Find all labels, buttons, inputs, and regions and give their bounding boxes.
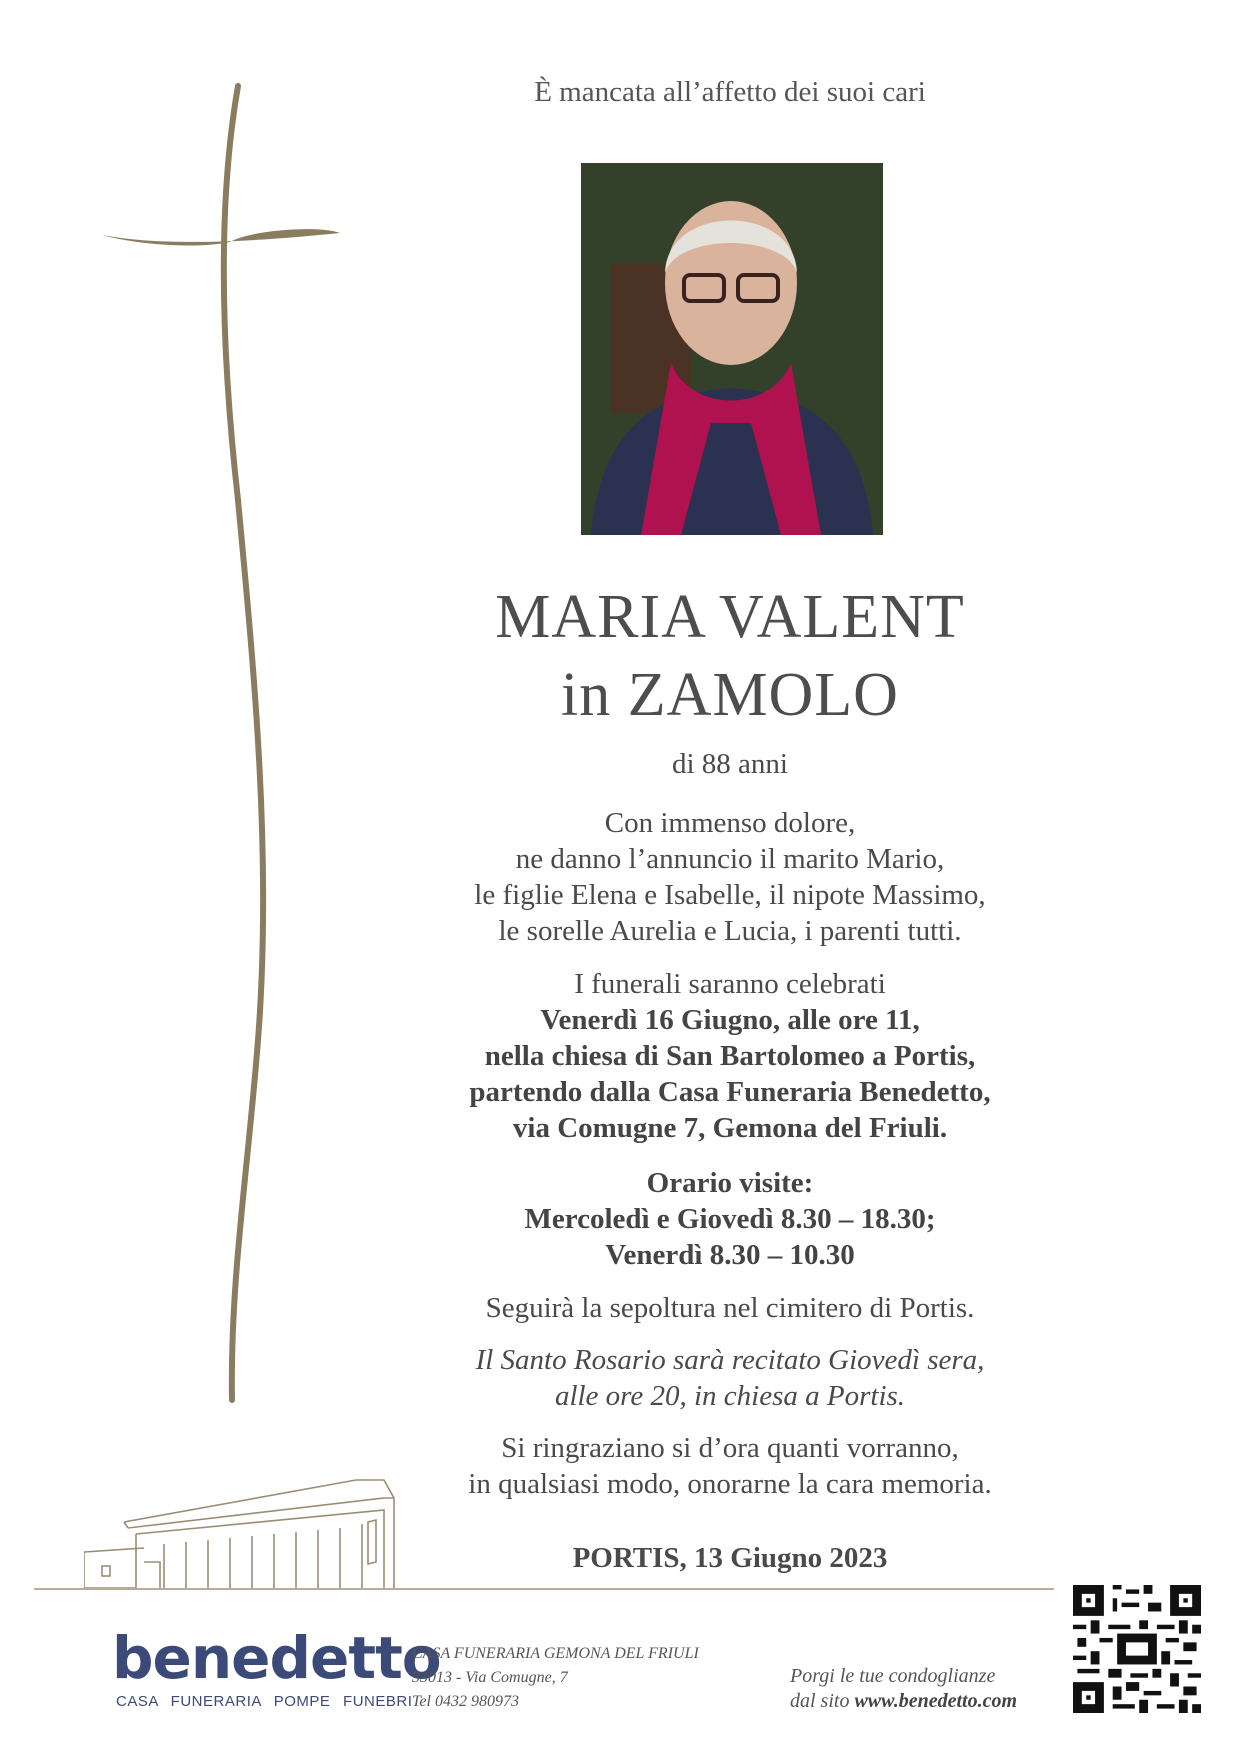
thanks-line: Si ringraziano si d’ora quanti vorranno, bbox=[501, 1432, 959, 1464]
funeral-details bbox=[400, 966, 1060, 1146]
address-line: Tel 0432 980973 bbox=[412, 1693, 519, 1710]
funeral-home-address bbox=[412, 1642, 699, 1714]
funeral-line: partendo dalla Casa Funeraria Benedetto, bbox=[469, 1076, 991, 1108]
qr-code-icon[interactable] bbox=[1073, 1585, 1201, 1713]
condolences-prefix: dal sito bbox=[790, 1690, 855, 1712]
deceased-name bbox=[400, 578, 1060, 734]
footer-divider bbox=[34, 1588, 1054, 1590]
funeral-home-building-icon bbox=[84, 1462, 404, 1592]
condolences-line: Porgi le tue condoglianze bbox=[790, 1665, 996, 1687]
condolences-text bbox=[790, 1664, 1017, 1714]
visits-line: Venerdì 8.30 – 10.30 bbox=[605, 1239, 855, 1271]
name-line-2: in ZAMOLO bbox=[561, 661, 899, 729]
logo-subtitle: CASA FUNERARIA POMPE FUNEBRI bbox=[116, 1693, 413, 1710]
benedetto-logo: benedetto bbox=[112, 1624, 441, 1692]
visits-line: Mercoledì e Giovedì 8.30 – 18.30; bbox=[524, 1203, 936, 1235]
deceased-photo bbox=[581, 163, 883, 535]
funeral-line: via Comugne 7, Gemona del Friuli. bbox=[512, 1112, 948, 1144]
address-line: CASA FUNERARIA GEMONA DEL FRIULI bbox=[412, 1645, 699, 1662]
funeral-line: Venerdì 16 Giugno, alle ore 11, bbox=[540, 1004, 920, 1036]
place-date: PORTIS, 13 Giugno 2023 bbox=[572, 1542, 888, 1574]
address-line: 33013 - Via Comugne, 7 bbox=[412, 1669, 568, 1686]
funeral-line: nella chiesa di San Bartolomeo a Portis, bbox=[484, 1040, 976, 1072]
funeral-intro: I funerali saranno celebrati bbox=[574, 968, 886, 1000]
visits-title: Orario visite: bbox=[646, 1167, 814, 1199]
thanks-text bbox=[400, 1430, 1060, 1502]
rosary-text bbox=[400, 1342, 1060, 1414]
announcement-line: ne danno l’annuncio il marito Mario, bbox=[515, 843, 945, 875]
announcement-line: le figlie Elena e Isabelle, il nipote Massimo, bbox=[474, 879, 986, 911]
announcement bbox=[400, 805, 1060, 949]
rosary-line: alle ore 20, in chiesa a Portis. bbox=[554, 1380, 906, 1412]
name-line-1: MARIA VALENT bbox=[495, 583, 965, 651]
announcement-line: le sorelle Aurelia e Lucia, i parenti tutti. bbox=[498, 915, 962, 947]
intro-text: È mancata all’affetto dei suoi cari bbox=[534, 76, 926, 108]
burial-text: Seguirà la sepoltura nel cimitero di Portis. bbox=[485, 1292, 975, 1324]
announcement-line: Con immenso dolore, bbox=[604, 807, 856, 839]
thanks-line: in qualsiasi modo, onorarne la cara memoria. bbox=[468, 1468, 992, 1500]
rosary-line: Il Santo Rosario sarà recitato Giovedì sera, bbox=[475, 1344, 985, 1376]
visiting-hours bbox=[400, 1165, 1060, 1273]
condolences-site-link[interactable]: www.benedetto.com bbox=[854, 1690, 1018, 1712]
age-text: di 88 anni bbox=[672, 748, 788, 780]
cross-icon bbox=[90, 80, 350, 1410]
